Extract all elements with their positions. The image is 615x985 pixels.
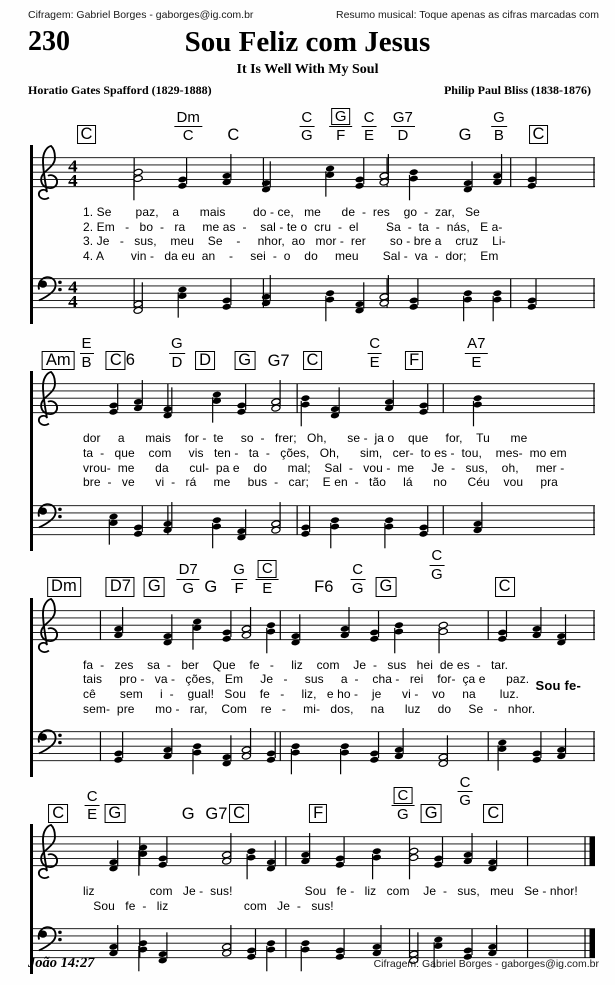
music-block [30, 371, 595, 550]
chord-d7-g [177, 562, 200, 597]
chord-top [309, 804, 327, 823]
bass-staff [33, 719, 595, 777]
chord-f6 [314, 579, 333, 596]
lyrics-block [33, 203, 595, 266]
chord-label: D7 [178, 561, 198, 579]
lyric-line-1: fa - zes sa - ber Que fe - liz com Je - sus hei de es - tar. [83, 657, 509, 672]
composer-name: Philip Paul Bliss (1838-1876) [443, 83, 591, 97]
treble-staff [33, 145, 595, 203]
chord-a7-e [465, 336, 487, 371]
chord-label: F [309, 804, 327, 823]
lyric-line-2: Sou fe - liz com Je - sus! [83, 898, 334, 913]
chord-f [405, 351, 423, 370]
chord-g-f [231, 562, 247, 597]
chord-g [234, 351, 255, 370]
chord-bass-note: G [459, 792, 471, 810]
chord-top [483, 804, 503, 823]
chord-top [362, 110, 377, 128]
chord-bass-note: D [397, 127, 409, 145]
chord-top [195, 351, 215, 370]
chord-c-e [85, 789, 100, 824]
chord-label: C [229, 804, 249, 823]
chord-label: G [421, 804, 442, 823]
chord-top [299, 110, 314, 128]
chord-c [529, 125, 549, 144]
chord-top [106, 577, 135, 596]
svg-text:4: 4 [68, 277, 78, 297]
chord-c-g [458, 775, 473, 810]
lyric-line-3: 3. Je - sus, meu Se - nhor, ao mor - rer so - bre a cruz Li- [83, 234, 506, 249]
chord-top [491, 110, 507, 128]
chord-c [495, 577, 515, 596]
staff-lines [33, 505, 595, 534]
lyric-line-4: 4. A vin - da eu an - sei - o do meu Sal - va - dor; Em [83, 248, 499, 263]
lyricist-name: Horatio Gates Spafford (1829-1888) [28, 83, 212, 97]
chord-top [367, 336, 382, 354]
bass-staff [33, 266, 595, 324]
chord-g [144, 577, 165, 596]
chord-label: G [181, 804, 195, 823]
chord-top [175, 110, 202, 128]
chord-bass-note: G [301, 127, 313, 145]
chord-label: G7 [392, 108, 413, 126]
chord-top [231, 562, 247, 580]
chord-label: C [303, 351, 323, 370]
music-block [30, 598, 595, 777]
chord-top [204, 579, 217, 596]
chord-c-g [350, 562, 365, 597]
music-block [30, 145, 595, 324]
lyric-line-3: cê sem i - gual! Sou fe - liz, e ho - je vi - vo na luz. [83, 686, 519, 701]
chord-top [529, 125, 549, 144]
chord-top [79, 336, 93, 354]
chord-label: G7 [205, 804, 228, 823]
chord-top [303, 351, 323, 370]
notes [108, 380, 482, 426]
chord-top [169, 336, 185, 354]
chord-label: C [369, 334, 381, 352]
cifragem-credit-top: Cifragem: Gabriel Borges - gaborges@ig.com.br [28, 9, 254, 21]
chord-top [350, 562, 365, 580]
chord-label: G [171, 334, 183, 352]
lyrics-block [33, 656, 595, 719]
system-2 [0, 333, 615, 550]
chord-label: C [301, 108, 313, 126]
chord-label: C [48, 804, 68, 823]
chord-bass-note: E [369, 353, 380, 371]
chord-top [329, 108, 353, 128]
chorus-pickup-text: Sou fe- [535, 677, 581, 693]
chord-c-e [367, 336, 382, 371]
chord-g-d [169, 336, 185, 371]
chord-am [42, 351, 75, 370]
chord-g [421, 804, 442, 823]
chord-top [405, 351, 423, 370]
treble-staff [33, 598, 595, 656]
chord-top [85, 789, 100, 807]
svg-text:4: 4 [68, 291, 78, 311]
chord-dm-c [175, 110, 202, 145]
chord-g7 [268, 353, 290, 370]
chord-label: Dm [176, 108, 200, 126]
chord-d7 [106, 577, 135, 596]
chord-top [234, 351, 255, 370]
chord-bass-note: E [471, 353, 482, 371]
chord-label: C [431, 547, 443, 565]
chord-label: G [458, 125, 472, 144]
footer [28, 955, 599, 972]
chord-g-b [491, 110, 507, 145]
chord-top [268, 353, 290, 370]
lyric-line-2: tais pro - va - ções, Em Je - sus a - cha - rei for- ça e paz. [83, 672, 530, 687]
chord-top [421, 804, 442, 823]
chord-label: Dm [47, 577, 81, 596]
chord-label: G [144, 577, 165, 596]
chord-top [47, 577, 81, 596]
chord-c [227, 127, 239, 144]
system-1 [0, 107, 615, 324]
chord-g7 [205, 806, 227, 823]
notes [113, 607, 566, 653]
notes [108, 502, 482, 548]
chord-g7-d [391, 110, 415, 145]
chord-top [256, 560, 279, 580]
system-4 [0, 773, 615, 974]
chord-label: A7 [467, 334, 486, 352]
bass-staff [33, 493, 595, 551]
chord-label: C [459, 773, 471, 791]
chord-top [495, 577, 515, 596]
chord-top [429, 548, 444, 566]
notes [133, 275, 537, 321]
top-credit-row [0, 0, 615, 21]
lyric-line-1: dor a mais for - te so - frer; Oh, se - ja o que for, Tu me [83, 431, 528, 446]
chord-top [376, 577, 397, 596]
lyric-line-4: sem- pre mo - rar, Com re - mi- dos, na luz do Se - nhor. [83, 701, 536, 716]
chord-top [182, 806, 195, 823]
chord-label: G [233, 561, 245, 579]
svg-text:4: 4 [68, 156, 78, 176]
chord-label: G [204, 578, 218, 597]
chord-c [48, 804, 68, 823]
chord-top [391, 787, 414, 807]
chord-c6 [106, 351, 135, 370]
chord-label: C [258, 560, 277, 578]
chord-suffix: 6 [125, 351, 135, 370]
chord-e-b [79, 336, 93, 371]
bass-clef-icon [39, 504, 62, 527]
notes [108, 833, 497, 879]
chord-label: G [104, 804, 125, 823]
lyric-line-1: 1. Se paz, a mais do - ce, me de - res go - zar, Se [83, 205, 480, 219]
chord-label: C [529, 125, 549, 144]
chord-top [314, 579, 333, 596]
chord-label: Am [42, 351, 75, 370]
chord-bass-note: G [397, 806, 409, 824]
chord-g [459, 127, 472, 144]
time-signature [68, 277, 77, 311]
notes [113, 728, 566, 774]
page-title: Sou Feliz com Jesus [184, 26, 431, 58]
chord-bass-note: F [234, 580, 244, 597]
chord-bass-note: E [87, 806, 98, 824]
chord-c-g [299, 110, 314, 145]
chord-bass-note: G [430, 566, 443, 583]
chord-g [204, 579, 217, 596]
chord-top [465, 336, 487, 354]
time-signature [68, 156, 77, 190]
chord-bass-note: E [363, 127, 374, 145]
notes [133, 154, 537, 200]
chord-top [177, 562, 200, 580]
chord-label: C [363, 108, 375, 126]
resumo-musical-note: Resumo musical: Toque apenas as cifras marcadas com [335, 9, 599, 21]
score [0, 107, 615, 974]
lyrics-block [33, 429, 595, 492]
chord-label: G [234, 351, 255, 370]
chord-top [229, 804, 249, 823]
chord-label: G [493, 108, 505, 126]
chord-label: C [77, 125, 97, 144]
chord-label: D [195, 351, 215, 370]
chord-label: G [331, 108, 351, 126]
chord-label: G [376, 577, 397, 596]
chord-bass-note: B [493, 127, 504, 145]
chord-c-e [256, 560, 279, 597]
chord-f [309, 804, 327, 823]
chord-top [205, 806, 227, 823]
chord-bass-note: F [336, 127, 346, 145]
lyric-line-3: vrou- me da cul- pa e do mal; Sal - vou - me Je - sus, oh, mer - [83, 460, 565, 475]
chord-row [30, 547, 595, 597]
title-row [0, 25, 615, 61]
chord-g [182, 806, 195, 823]
treble-staff [33, 371, 595, 429]
authors-row [0, 78, 615, 98]
chord-top [77, 125, 97, 144]
chord-label: C [352, 561, 364, 579]
chord-top [459, 127, 472, 144]
chord-row [30, 773, 595, 824]
scripture-reference: João 14:27 [28, 955, 95, 971]
chord-label: C [86, 787, 98, 805]
chord-label: E [81, 334, 92, 352]
bass-clef-icon [39, 927, 62, 950]
chord-label: F [405, 351, 423, 370]
chord-g [104, 804, 125, 823]
hymn-number: 230 [28, 26, 70, 57]
chord-label: G7 [267, 352, 290, 371]
chord-bass-note: B [81, 353, 92, 371]
chord-top [104, 804, 125, 823]
bass-clef-icon [39, 730, 62, 753]
lyric-line-2: 2. Em - bo - ra me as - sal - te o cru - el Sa - ta - nás, E a- [83, 219, 503, 234]
chord-bass-note: G [351, 580, 364, 597]
chord-bass-note: C [182, 127, 194, 145]
chord-label: C [106, 351, 126, 370]
lyric-line-2: ta - que com vis ten - ta - ções, Oh, sim, cer- to es - tou, mes- mo em [83, 445, 567, 460]
chord-c-e [362, 110, 377, 145]
chord-top [106, 351, 135, 370]
chord-d [195, 351, 215, 370]
chord-top [42, 351, 75, 370]
chord-top [227, 127, 239, 144]
chord-label: C [483, 804, 503, 823]
chord-top [48, 804, 68, 823]
lyric-line-4: bre - ve vi - rá me bus - car; E en - tão lá no Céu vou pra [83, 475, 558, 490]
cifragem-credit-bottom: Cifragem: Gabriel Borges - gaborges@ig.com.br [373, 958, 599, 970]
chord-c [483, 804, 503, 823]
chord-label: C [393, 787, 412, 805]
chord-bass-note: E [262, 580, 273, 597]
lyrics-block [33, 882, 595, 916]
chord-row [30, 333, 595, 370]
chord-c [77, 125, 97, 144]
chord-g [376, 577, 397, 596]
system-3 [0, 547, 615, 777]
chord-label: C [227, 125, 240, 144]
chord-g-f [329, 108, 353, 145]
chord-bass-note: G [182, 580, 195, 597]
chord-c [303, 351, 323, 370]
chord-dm [47, 577, 81, 596]
treble-staff [33, 824, 595, 882]
chord-label: C [495, 577, 515, 596]
svg-text:4: 4 [68, 170, 78, 190]
chord-bass-note: D [171, 353, 183, 371]
chord-c-g [391, 787, 414, 824]
chord-top [458, 775, 473, 793]
chord-label: D7 [106, 577, 135, 596]
chord-c-g [429, 548, 444, 583]
chord-label: F6 [314, 578, 334, 597]
chord-row [30, 107, 595, 144]
lyric-line-1: liz com Je - sus! Sou fe - liz com Je - sus, meu Se - nhor! [83, 884, 578, 899]
bass-clef-icon [39, 277, 62, 300]
page-subtitle: It Is Well With My Soul [236, 62, 379, 77]
music-block [30, 824, 595, 974]
chord-c [229, 804, 249, 823]
chord-top [391, 110, 415, 128]
chord-top [144, 577, 165, 596]
